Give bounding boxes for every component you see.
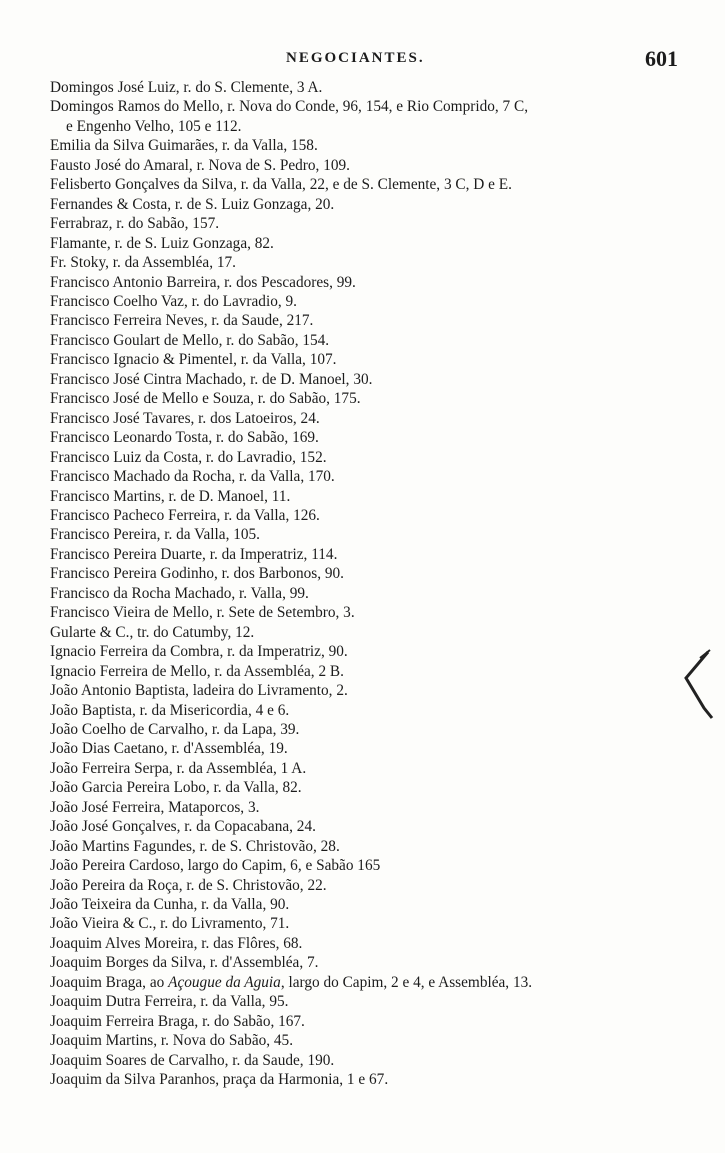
directory-entry: João Vieira & C., r. do Livramento, 71. <box>50 915 290 933</box>
directory-entry: Felisberto Gonçalves da Silva, r. da Valla, 22, e de S. Clemente, 3 C, D e E. <box>50 176 512 194</box>
directory-entry: Francisco Ignacio & Pimentel, r. da Valla, 107. <box>50 351 337 369</box>
directory-entry-continuation: e Engenho Velho, 105 e 112. <box>66 117 242 135</box>
directory-entry <box>0 973 725 992</box>
directory-entry: Fernandes & Costa, r. de S. Luiz Gonzaga, 20. <box>50 195 335 213</box>
directory-entry: Ferrabraz, r. do Sabão, 157. <box>50 215 220 233</box>
directory-entry: Domingos José Luiz, r. do S. Clemente, 3 A. <box>50 79 323 96</box>
directory-entry: João Ferreira Serpa, r. da Assembléa, 1 A. <box>50 759 307 777</box>
directory-entry: Fausto José do Amaral, r. Nova de S. Pedro, 109. <box>50 156 350 174</box>
directory-entry: Ignacio Ferreira da Combra, r. da Imperatriz, 90. <box>50 643 348 661</box>
directory-entry: Gularte & C., tr. do Catumby, 12. <box>50 623 255 641</box>
directory-entry: João José Gonçalves, r. da Copacabana, 24. <box>50 818 316 836</box>
directory-entry: João Garcia Pereira Lobo, r. da Valla, 82. <box>50 779 302 797</box>
directory-entry: João Martins Fagundes, r. de S. Christovão, 28. <box>50 837 340 855</box>
directory-entry: Joaquim Soares de Carvalho, r. da Saude, 190. <box>50 1051 335 1069</box>
directory-entry: Francisco Goulart de Mello, r. do Sabão, 154. <box>50 331 330 349</box>
directory-entry: João Pereira da Roça, r. de S. Christovão, 22. <box>50 876 327 894</box>
directory-entry: João Teixeira da Cunha, r. da Valla, 90. <box>50 896 290 914</box>
directory-entry: Francisco Luiz da Costa, r. do Lavradio, 152. <box>50 448 327 466</box>
directory-entry: Francisco Ferreira Neves, r. da Saude, 217. <box>50 312 314 330</box>
directory-entry: João Antonio Baptista, ladeira do Livramento, 2. <box>50 682 348 700</box>
directory-entry: Flamante, r. de S. Luiz Gonzaga, 82. <box>50 234 274 252</box>
directory-entry: Joaquim da Silva Paranhos, praça da Harmonia, 1 e 67. <box>50 1071 389 1089</box>
page-number: 601 <box>645 46 678 71</box>
directory-entry: Francisco José de Mello e Souza, r. do Sabão, 175. <box>50 390 361 408</box>
page-header <box>0 46 725 72</box>
directory-entry: João José Ferreira, Mataporcos, 3. <box>50 798 260 816</box>
directory-entry: Joaquim Martins, r. Nova do Sabão, 45. <box>50 1032 294 1050</box>
directory-entry: Francisco Pacheco Ferreira, r. da Valla, 126. <box>50 506 320 524</box>
directory-entry: João Pereira Cardoso, largo do Capim, 6, e Sabão 165 <box>50 857 381 875</box>
directory-entry: Domingos Ramos do Mello, r. Nova do Conde, 96, 154, e Rio Comprido, 7 C, <box>50 98 529 116</box>
entry-text: Joaquim Braga, ao <box>50 973 169 991</box>
directory-entry: Francisco Vieira de Mello, r. Sete de Setembro, 3. <box>50 604 355 622</box>
directory-entry: Joaquim Alves Moreira, r. das Flôres, 68. <box>50 934 303 952</box>
directory-entry: Francisco José Cintra Machado, r. de D. Manoel, 30. <box>50 370 373 388</box>
directory-entry: Francisco Antonio Barreira, r. dos Pescadores, 99. <box>50 273 356 291</box>
directory-entry: Francisco José Tavares, r. dos Latoeiros, 24. <box>50 409 320 427</box>
directory-entry: João Dias Caetano, r. d'Assembléa, 19. <box>50 740 288 758</box>
directory-entry: Francisco Leonardo Tosta, r. do Sabão, 169. <box>50 429 319 447</box>
directory-entry: Francisco Pereira Godinho, r. dos Barbonos, 90. <box>50 565 344 583</box>
directory-entry: João Coelho de Carvalho, r. da Lapa, 39. <box>50 720 300 738</box>
directory-entry: Francisco Martins, r. de D. Manoel, 11. <box>50 487 291 505</box>
directory-entry: Joaquim Borges da Silva, r. d'Assembléa, 7. <box>50 954 319 972</box>
directory-entry: Joaquim Dutra Ferreira, r. da Valla, 95. <box>50 993 289 1011</box>
directory-entry: Francisco da Rocha Machado, r. Valla, 99. <box>50 584 309 602</box>
directory-entry: Francisco Pereira Duarte, r. da Imperatriz, 114. <box>50 545 338 563</box>
directory-entry: João Baptista, r. da Misericordia, 4 e 6. <box>50 701 290 719</box>
directory-entry: Francisco Machado da Rocha, r. da Valla, 170. <box>50 468 335 486</box>
margin-bracket-mark <box>678 648 718 720</box>
entry-text: , largo do Capim, 2 e 4, e Assembléa, 13. <box>280 973 533 991</box>
running-head: NEGOCIANTES. <box>286 50 425 66</box>
directory-entry: Francisco Coelho Vaz, r. do Lavradio, 9. <box>50 292 297 310</box>
directory-entry: Fr. Stoky, r. da Assembléa, 17. <box>50 254 236 272</box>
directory-entry: Ignacio Ferreira de Mello, r. da Assembléa, 2 B. <box>50 662 344 680</box>
directory-entry: Francisco Pereira, r. da Valla, 105. <box>50 526 260 544</box>
directory-entry: Joaquim Ferreira Braga, r. do Sabão, 167. <box>50 1012 305 1030</box>
entry-shop-name: Açougue da Aguia <box>168 973 281 991</box>
directory-list <box>0 78 725 1090</box>
directory-entry: Emilia da Silva Guimarães, r. da Valla, 158. <box>50 137 318 155</box>
